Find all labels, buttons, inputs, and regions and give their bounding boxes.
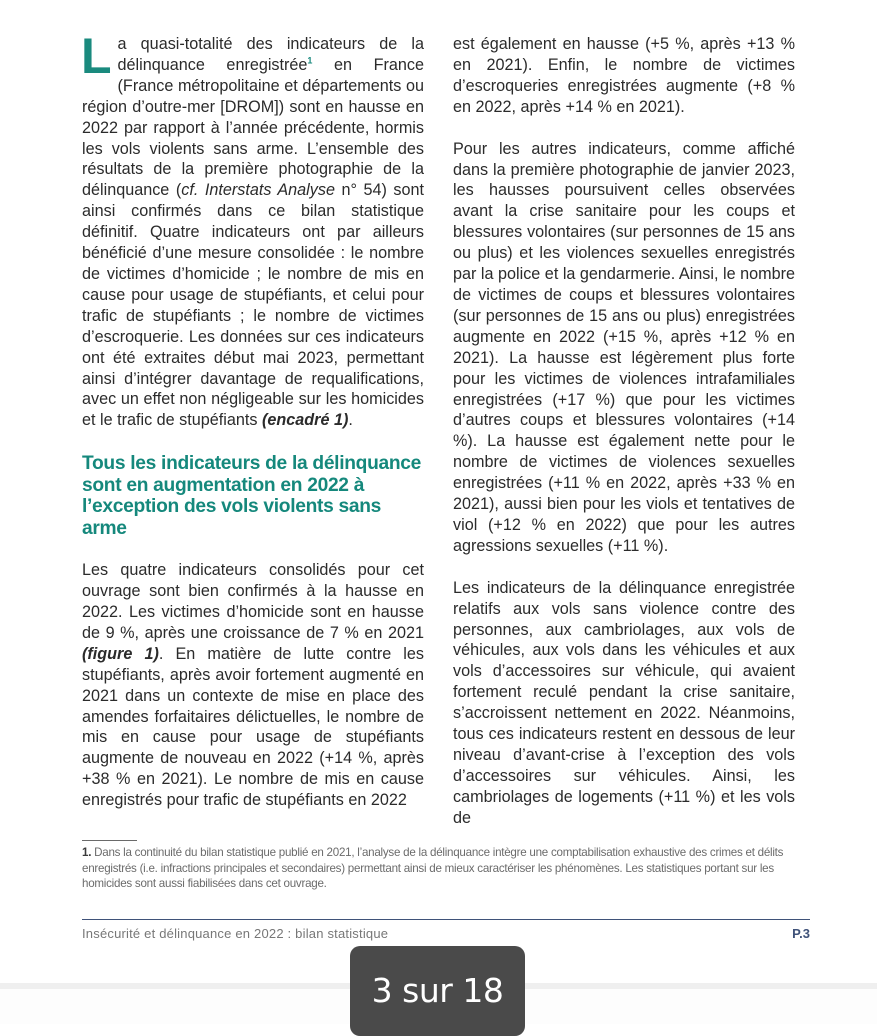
body-paragraph: Pour les autres indicateurs, comme affiché dans la première photographie de janvier 2023, les hausses poursuivent celles observées avant la crise sanitaire pour les coups et blessures volontaires (sur personnes de 15 ans ou plus) et les violences sexuelles enregistrés par la police et la gendarmerie. Ainsi, le nombre de victimes de coups et blessures volontaires (sur personnes de 15 ans ou plus) enregistrées augmente en 2022 (+15 %, après +12 % en 2021). La hausse est légèrement plus forte pour les victimes de violences intrafamiliales enregistrées (+17 %) que pour les victimes d’autres coups et blessures volontaires (+14 %). La hausse est également nette pour le nombre de victimes de violences sexuelles enregistrées (+11 % en 2022, après +33 % en 2021), aussi bien pour les viols et tentatives de viol (+12 % en 2022) que pour les autres agressions sexuelles (+11 %). (453, 139, 795, 555)
cf-abbrev: cf. (181, 181, 199, 200)
intro-text: a quasi-totalité des indicateurs de la délinquance enregistrée (117, 35, 424, 74)
footnote-reference[interactable]: 1 (307, 55, 313, 66)
footer-page-number: P.3 (792, 926, 810, 941)
para-text-cont: . En matière de lutte contre les stupéfiants, après avoir fortement augmenté en 2021 dans un contexte de mise en place des amendes forfaitaires délictuelles, le nombre de mis en cause pour usage de stupéfiants augmente de nouveau en 2022 (+14 %, après +38 % en 2021). Le nombre de mis en cause enregistrés pour trafic de stupéfiants en 2022 (82, 644, 425, 810)
intro-text-end: n° 54) sont ainsi confirmés dans ce bilan statistique définitif. Quatre indicateurs ont par ailleurs bénéficié d’une mesure consolidée : le nombre de victimes d’homicide ; le nombre de mis en cause pour usage de stupéfiants, et celui pour trafic de stupéfiants ; le nombre de victimes d’escroquerie. Les données sur ces indicateurs ont été extraites début mai 2023, permettant ainsi d’intégrer davantage de requalifications, avec un effet non négligeable sur les homicides et le trafic de stupéfiants (82, 181, 425, 430)
footnote-text: Dans la continuité du bilan statistique publié en 2021, l’analyse de la délinquance intègre une comptabilisation exhaustive des crimes et délits enregistrés (i.e. infractions principales et secondaires) permettant ainsi de mieux caractériser les phénomènes. Les statistiques portant sur les homicides sont aussi fiabilisées dans cet ouvrage. (82, 846, 784, 890)
punctuation: . (348, 411, 353, 430)
left-column (81, 28, 425, 811)
right-column (453, 34, 795, 829)
source-reference: Interstats Analyse (198, 181, 335, 200)
footnote (82, 845, 812, 892)
section-heading: Tous les indicateurs de la délinquance sont en augmentation en 2022 à l’exception des vols violents sans arme (82, 453, 422, 539)
body-paragraph: est également en hausse (+5 %, après +13 % en 2021). Enfin, le nombre de victimes d’escroqueries enregistrées augmente (+8 % en 2022, après +14 % en 2021). (453, 35, 795, 116)
footnote-number: 1. (82, 846, 92, 859)
body-paragraph: Les indicateurs de la délinquance enregistrée relatifs aux vols sans violence contre des personnes, aux cambriolages, aux vols de véhicules, aux vols dans les véhicules et aux vols d’accessoires sur véhicule, qui avaient fortement reculé pendant la crise sanitaire, s’accroissent nettement en 2022. Néanmoins, tous ces indicateurs restent en dessous de leur niveau d’avant-crise à l’exception des vols d’accessoires sur véhicules. Ainsi, les cambriolages de logements (+11 %) et les vols de (453, 578, 795, 827)
footnote-divider (82, 840, 137, 841)
figure-reference[interactable]: (figure 1) (82, 644, 159, 663)
box-reference[interactable]: (encadré 1) (261, 411, 349, 430)
body-paragraph (82, 560, 424, 811)
dropcap-letter: L (81, 28, 112, 84)
intro-text-cont: en France (France métropolitaine et départements ou région d’outre-mer [DROM]) sont en hausse en 2022 par rapport à l’année précédente, hormis les vols violents sans arme. L’ensemble des résultats de la première photographie de la délinquance ( (82, 55, 424, 200)
footer-divider (82, 919, 810, 920)
para-text: Les quatre indicateurs consolidés pour cet ouvrage sont bien confirmés à la hausse en 2022. Les victimes d’homicide sont en hausse de 9 %, après une croissance de 7 % en 2021 (82, 561, 424, 642)
intro-paragraph (81, 28, 425, 431)
page-indicator: 3 sur 18 (350, 946, 525, 1036)
footer-title: Insécurité et délinquance en 2022 : bilan statistique (82, 926, 389, 941)
